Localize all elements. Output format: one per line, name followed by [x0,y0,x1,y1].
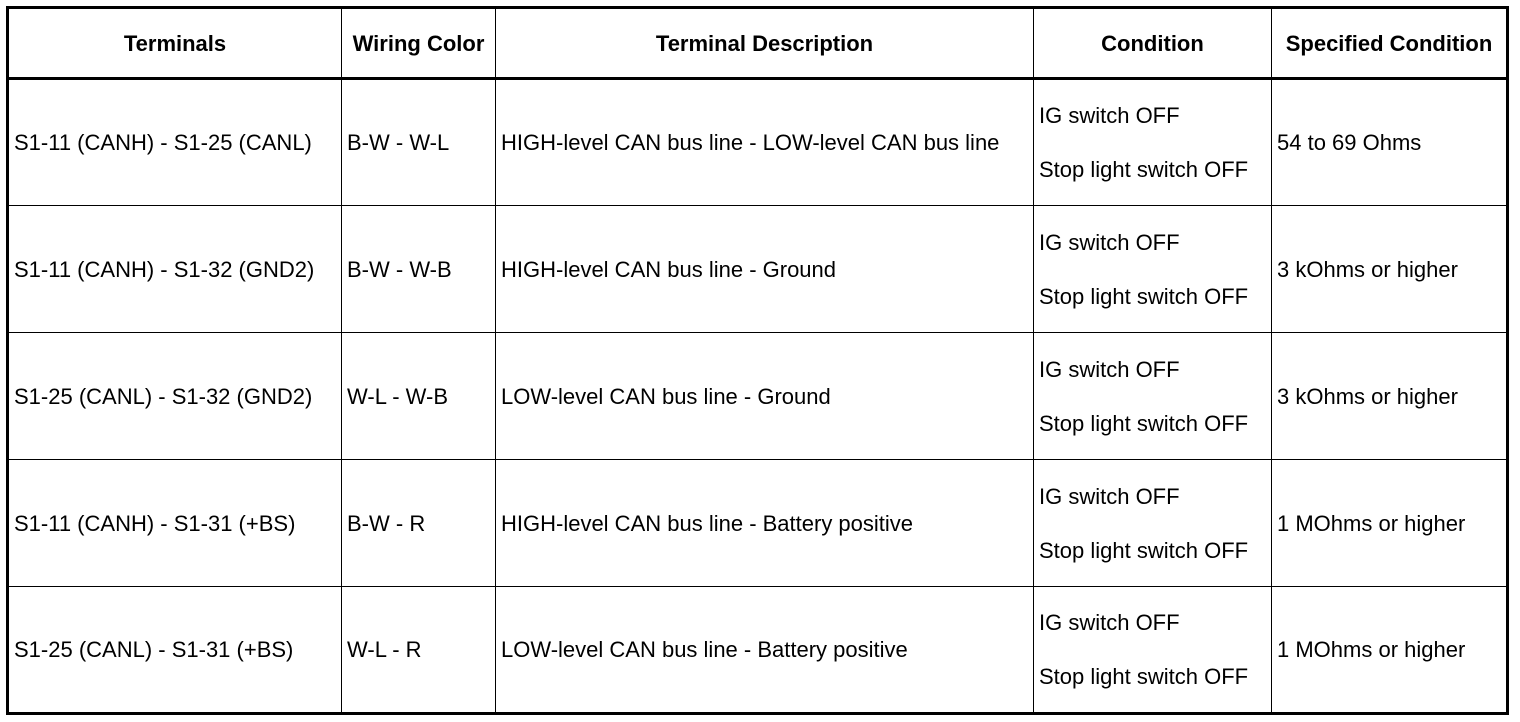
cell-description: LOW-level CAN bus line - Ground [496,333,1034,460]
condition-ig-switch: IG switch OFF [1039,229,1180,255]
table-row [8,206,1508,333]
header-wiring-color: Wiring Color [342,8,496,79]
condition-ig-switch: IG switch OFF [1039,103,1180,128]
condition-stop-light: Stop light switch OFF [1039,283,1249,309]
cell-specified-condition: 1 MOhms or higher [1272,587,1508,714]
header-row [8,8,1508,79]
cell-condition [1034,79,1272,206]
condition-stop-light: Stop light switch OFF [1039,410,1249,436]
cell-description: HIGH-level CAN bus line - LOW-level CAN bus line [496,79,1034,206]
condition-ig-switch: IG switch OFF [1039,356,1180,382]
resistance-spec-table [6,6,1509,715]
cell-condition [1034,206,1272,333]
cell-condition [1034,587,1272,714]
table-row [8,587,1508,714]
cell-specified-condition: 54 to 69 Ohms [1272,79,1508,206]
cell-wiring-color: B-W - W-B [342,206,496,333]
condition-stop-light: Stop light switch OFF [1039,664,1249,689]
cell-terminals: S1-11 (CANH) - S1-25 (CANL) [8,79,342,206]
condition-stop-light: Stop light switch OFF [1039,537,1249,563]
condition-ig-switch: IG switch OFF [1039,610,1180,635]
cell-description: LOW-level CAN bus line - Battery positive [496,587,1034,714]
condition-ig-switch: IG switch OFF [1039,483,1180,509]
cell-terminals: S1-11 (CANH) - S1-32 (GND2) [8,206,342,333]
table-row [8,460,1508,587]
cell-specified-condition: 1 MOhms or higher [1272,460,1508,587]
cell-specified-condition: 3 kOhms or higher [1272,333,1508,460]
header-specified-condition: Specified Condition [1272,8,1508,79]
cell-wiring-color: W-L - R [342,587,496,714]
table-row [8,79,1508,206]
cell-wiring-color: B-W - R [342,460,496,587]
header-condition: Condition [1034,8,1272,79]
cell-description: HIGH-level CAN bus line - Battery positive [496,460,1034,587]
cell-condition [1034,460,1272,587]
header-terminals: Terminals [8,8,342,79]
table-row [8,333,1508,460]
cell-terminals: S1-25 (CANL) - S1-32 (GND2) [8,333,342,460]
cell-wiring-color: B-W - W-L [342,79,496,206]
cell-description: HIGH-level CAN bus line - Ground [496,206,1034,333]
condition-stop-light: Stop light switch OFF [1039,157,1249,182]
header-terminal-description: Terminal Description [496,8,1034,79]
cell-terminals: S1-25 (CANL) - S1-31 (+BS) [8,587,342,714]
cell-specified-condition: 3 kOhms or higher [1272,206,1508,333]
cell-wiring-color: W-L - W-B [342,333,496,460]
cell-condition [1034,333,1272,460]
cell-terminals: S1-11 (CANH) - S1-31 (+BS) [8,460,342,587]
